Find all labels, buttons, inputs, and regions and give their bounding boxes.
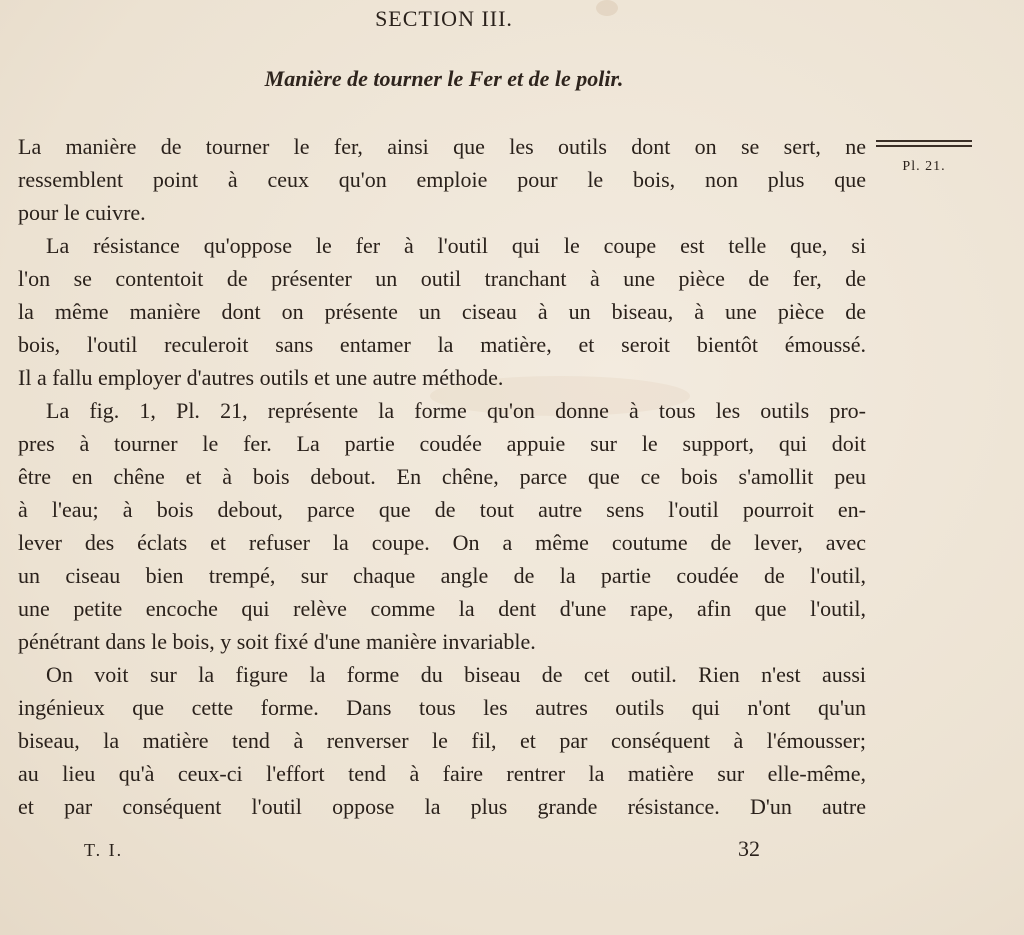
text-line: pour le cuivre. bbox=[18, 200, 146, 225]
volume-signature: T. I. bbox=[84, 840, 124, 860]
text-line: à l'eau; à bois debout, parce que de tout autre sens l'outil pourroit en- bbox=[18, 497, 866, 522]
margin-rule bbox=[876, 145, 972, 147]
section-heading: SECTION III. bbox=[375, 6, 513, 31]
text-line: lever des éclats et refuser la coupe. On a même coutume de lever, avec bbox=[18, 530, 866, 555]
text-line: ressemblent point à ceux qu'on emploie pour le bois, non plus que bbox=[18, 167, 866, 192]
text-line: La résistance qu'oppose le fer à l'outil qui le coupe est telle que, si bbox=[46, 233, 866, 258]
page-number: 32 bbox=[738, 836, 760, 861]
body-text bbox=[18, 130, 866, 823]
margin-rule bbox=[876, 140, 972, 142]
text-line: la même manière dont on présente un ciseau à un biseau, à une pièce de bbox=[18, 299, 866, 324]
text-line: bois, l'outil reculeroit sans entamer la matière, et seroit bientôt émoussé. bbox=[18, 332, 866, 357]
text-line: ingénieux que cette forme. Dans tous les autres outils qui n'ont qu'un bbox=[18, 695, 866, 720]
text-line: pres à tourner le fer. La partie coudée appuie sur le support, qui doit bbox=[18, 431, 866, 456]
text-line: l'on se contentoit de présenter un outil tranchant à une pièce de fer, de bbox=[18, 266, 866, 291]
text-line: Il a fallu employer d'autres outils et une autre méthode. bbox=[18, 365, 504, 390]
text-line: La fig. 1, Pl. 21, représente la forme qu'on donne à tous les outils pro- bbox=[46, 398, 866, 423]
margin-note bbox=[876, 140, 972, 175]
text-line: et par conséquent l'outil oppose la plus grande résistance. D'un autre bbox=[18, 794, 866, 819]
text-line: pénétrant dans le bois, y soit fixé d'une manière invariable. bbox=[18, 629, 536, 654]
text-line: La manière de tourner le fer, ainsi que les outils dont on se sert, ne bbox=[18, 134, 866, 159]
text-line: On voit sur la figure la forme du biseau de cet outil. Rien n'est aussi bbox=[46, 662, 866, 687]
text-line: être en chêne et à bois debout. En chêne, parce que ce bois s'amollit peu bbox=[18, 464, 866, 489]
text-line: biseau, la matière tend à renverser le fil, et par conséquent à l'émousser; bbox=[18, 728, 866, 753]
text-line: au lieu qu'à ceux-ci l'effort tend à faire rentrer la matière sur elle-même, bbox=[18, 761, 866, 786]
text-line: une petite encoche qui relève comme la dent d'une rape, afin que l'outil, bbox=[18, 596, 866, 621]
plate-reference: Pl. 21. bbox=[902, 159, 946, 174]
text-line: un ciseau bien trempé, sur chaque angle de la partie coudée de l'outil, bbox=[18, 563, 866, 588]
chapter-subtitle: Manière de tourner le Fer et de le polir. bbox=[264, 66, 624, 91]
